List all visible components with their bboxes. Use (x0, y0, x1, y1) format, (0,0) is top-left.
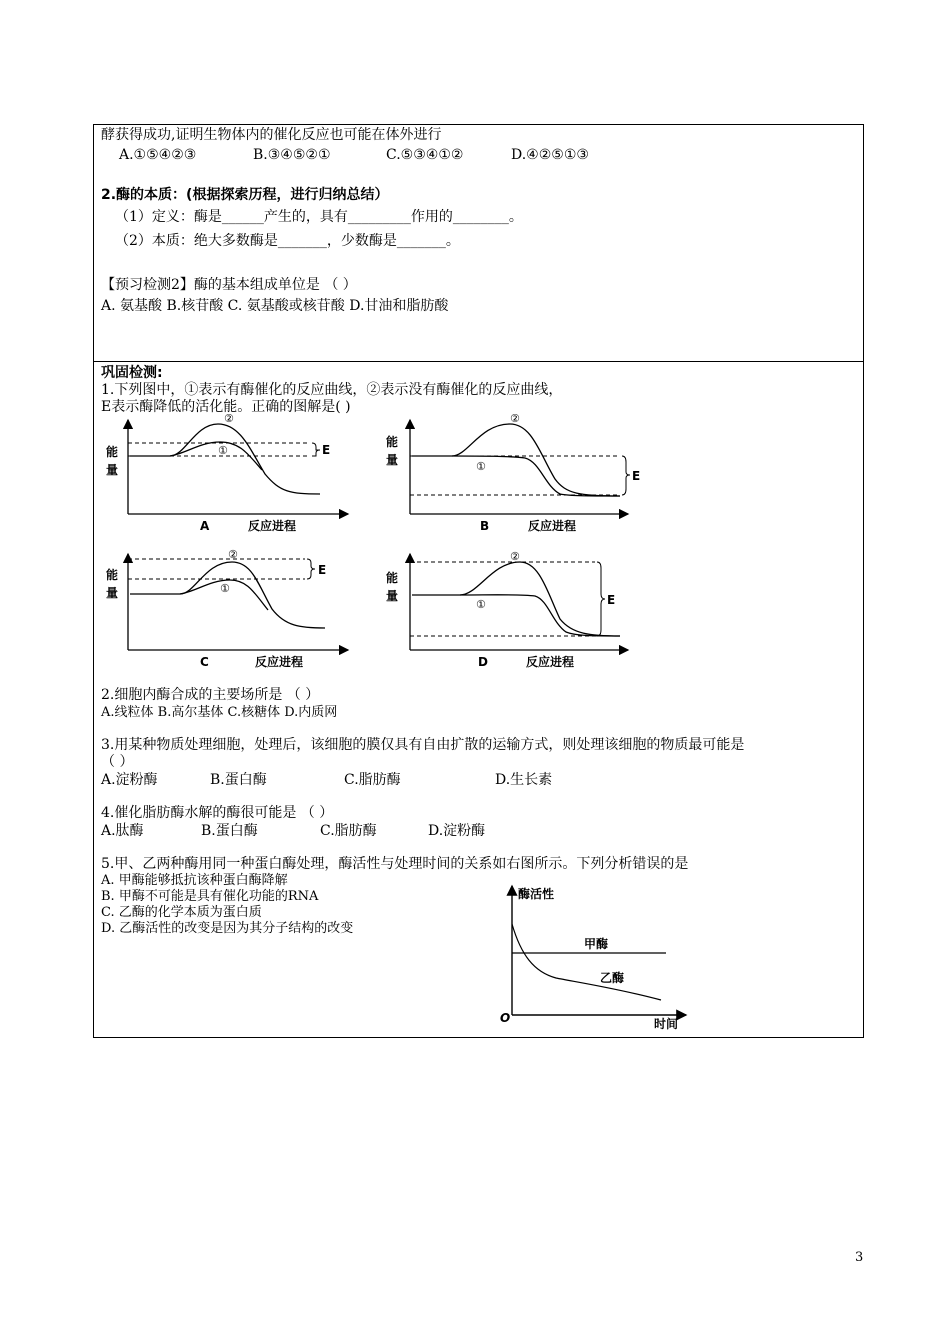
q4-option-d: D.淀粉酶 (428, 823, 486, 839)
q5-question: 5.甲、乙两种酶用同一种蛋白酶处理，酶活性与处理时间的关系如右图所示。下列分析错误的是 (101, 856, 689, 872)
page-number: 3 (855, 1250, 864, 1265)
essence-line: （2）本质：绝大多数酶是_______，少数酶是_______。 (115, 233, 460, 249)
q3-paren: （ ） (101, 754, 134, 770)
axis-label-energy-top-c: 能 (106, 568, 119, 582)
preview-question-2: 【预习检测2】酶的基本组成单位是 （ ） (101, 277, 357, 293)
graph-xlabel-time: 时间 (654, 1017, 679, 1030)
graph-letter-c: C (200, 655, 209, 669)
graph-letter-a: A (200, 519, 210, 533)
graph-letter-b: B (480, 519, 490, 533)
graph-xlabel-a: 反应进程 (248, 519, 297, 533)
q4-option-b: B.蛋白酶 (201, 823, 258, 839)
axis-label-energy-bottom-d: 量 (386, 589, 399, 603)
e-label-a: E (322, 443, 331, 457)
q3-question: 3.用某种物质处理细胞，处理后，该细胞的膜仅具有自由扩散的运输方式，则处理该细胞的物质最可能是 (101, 737, 745, 753)
q4-option-c: C.脂肪酶 (320, 823, 377, 839)
q-option-a: A.①⑤④②③ (119, 147, 197, 163)
curve1-label-b: ① (476, 460, 486, 473)
axis-label-energy-bottom-a: 量 (106, 463, 119, 477)
e-label-d: E (607, 593, 616, 607)
q3-option-a: A.淀粉酶 (101, 772, 158, 788)
axis-label-energy-bottom-b: 量 (386, 453, 399, 467)
e-label-c: E (318, 563, 327, 577)
enzyme-activity-graph (496, 880, 696, 1030)
series-label-yi: 乙酶 (600, 971, 625, 985)
graph-xlabel-b: 反应进程 (528, 519, 577, 533)
energy-graphs (100, 414, 660, 676)
curve1-label-a: ① (218, 444, 228, 457)
preview-options-2: A. 氨基酸 B.核苷酸 C. 氨基酸或核苷酸 D.甘油和脂肪酸 (101, 298, 449, 314)
curve2-label-b: ② (510, 414, 520, 425)
curve2-label-a: ② (224, 414, 234, 425)
q1-line2: E表示酶降低的活化能。正确的图解是( ) (101, 399, 351, 415)
graph-xlabel-c: 反应进程 (255, 655, 304, 669)
curve1-label-d: ① (476, 598, 486, 611)
q4-option-a: A.肽酶 (101, 823, 144, 839)
q4-question: 4.催化脂肪酶水解的酶很可能是 （ ） (101, 805, 334, 821)
q5-option-a: A. 甲酶能够抵抗该种蛋白酶降解 (101, 873, 288, 888)
series-label-jia: 甲酶 (584, 937, 609, 951)
e-label-b: E (632, 469, 641, 483)
q1-line1: 1.下列图中，①表示有酶催化的反应曲线，②表示没有酶催化的反应曲线， (101, 382, 563, 398)
q3-option-c: C.脂肪酶 (344, 772, 401, 788)
graph-c (128, 554, 348, 650)
q5-option-c: C. 乙酶的化学本质为蛋白质 (101, 905, 262, 920)
graph-xlabel-d: 反应进程 (526, 655, 575, 669)
axis-label-energy-top-a: 能 (106, 445, 119, 459)
q3-option-d: D.生长素 (495, 772, 553, 788)
axis-label-energy-bottom-c: 量 (106, 586, 119, 600)
curve1-label-c: ① (220, 582, 230, 595)
definition-line: （1）定义：酶是______产生的，具有_________作用的________。 (115, 209, 523, 225)
q2-question: 2.细胞内酶合成的主要场所是 （ ） (101, 687, 320, 703)
axis-label-energy-top-b: 能 (386, 435, 399, 449)
graph-a (128, 420, 348, 514)
q-option-c: C.⑤③④①② (386, 147, 464, 163)
q-option-b: B.③④⑤②① (253, 147, 331, 163)
graph-origin: O (500, 1011, 511, 1025)
continuation-line: 酵获得成功,证明生物体内的催化反应也可能在体外进行 (101, 127, 442, 143)
graph-d (410, 554, 628, 650)
q2-options: A.线粒体 B.高尔基体 C.核糖体 D.内质网 (101, 705, 338, 720)
q3-option-b: B.蛋白酶 (210, 772, 267, 788)
graph-b (410, 420, 630, 514)
graph-ylabel-activity: 酶活性 (518, 887, 555, 901)
axis-label-energy-top-d: 能 (386, 571, 399, 585)
section-heading-essence: 2.酶的本质：(根据探索历程，进行归纳总结） (101, 187, 389, 203)
q-option-d: D.④②⑤①③ (511, 147, 589, 163)
q5-option-d: D. 乙酶活性的改变是因为其分子结构的改变 (101, 921, 354, 936)
q5-option-b: B. 甲酶不可能是具有催化功能的RNA (101, 889, 319, 904)
curve2-label-d: ② (510, 550, 520, 563)
graph-letter-d: D (478, 655, 488, 669)
consolidation-heading: 巩固检测: (101, 365, 163, 381)
curve2-label-c: ② (228, 548, 238, 561)
